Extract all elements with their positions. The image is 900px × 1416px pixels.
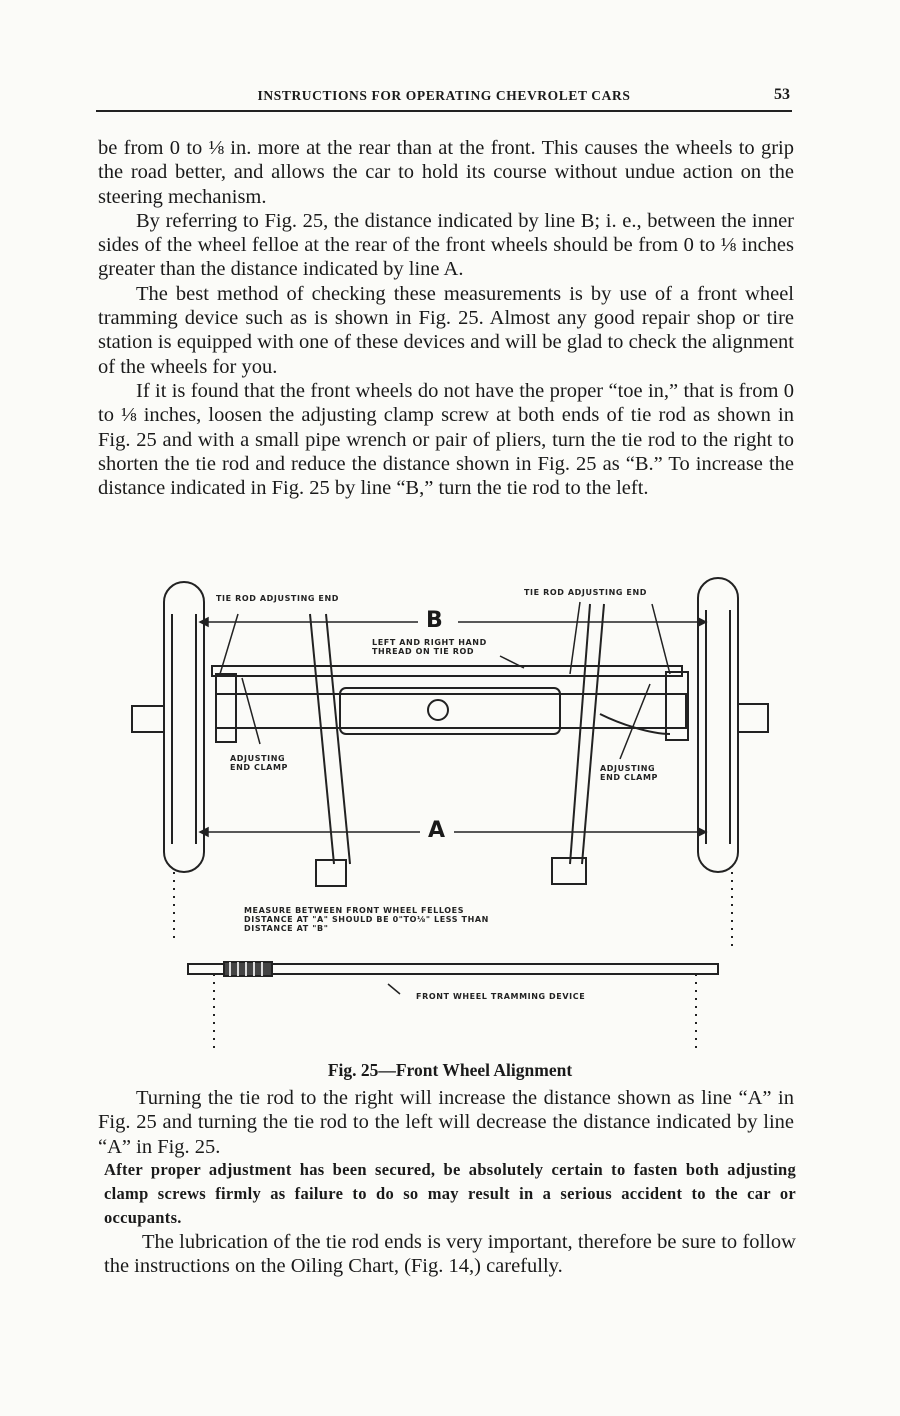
paragraph-5: Turning the tie rod to the right will increase the distance shown as line “A” in Fig. 25 and turning the tie rod to the left will decrease the distance indicated by line “A” in Fig. 25. [98,1087,794,1158]
left-wheel [164,582,204,872]
tie-rod [212,666,682,676]
warning-text: After proper adjustment has been secured, be absolutely certain to fasten both adjusting clamp screws firmly as failure to do so may result in a serious accident to the car or occupants. [104,1160,796,1227]
figure-front-wheel-alignment [120,574,780,1064]
label-measure-note: MEASURE BETWEEN FRONT WHEEL FELLOES DISTANCE AT "A" SHOULD BE 0"TO⅛" LESS THAN DISTANCE AT "B" [244,906,489,933]
paragraph-2: By referring to Fig. 25, the distance indicated by line B; i. e., between the inner sides of the wheel felloe at the rear of the front wheels should be from 0 to ⅛ inches greater than the distance indicated by line A. [98,209,794,281]
warning-note [104,1158,796,1230]
label-line-a: A [428,818,446,843]
body-text-bottom [98,1086,794,1159]
running-header [96,86,792,112]
right-hub [738,704,768,732]
paragraph-3: The best method of checking these measurements is by use of a front wheel tramming device such as is shown in Fig. 25. Almost any good repair shop or tire station is equipped with one of these devices and will be glad to check the alignment of the wheels for you. [98,282,794,378]
label-thread: LEFT AND RIGHT HAND THREAD ON TIE ROD [372,638,487,656]
paragraph-4: If it is found that the front wheels do not have the proper “toe in,” that is from 0 to ⅛ inches, loosen the adjusting clamp screw at both ends of tie rod as shown in Fig. 25 and with a small pipe wrench or pair of pliers, turn the tie rod to the right to shorten the tie rod and reduce the distance shown in Fig. 25 as “B.” To increase the distance indicated in Fig. 25 by line “B,” turn the tie rod to the left. [98,379,794,500]
figure-caption: Fig. 25—Front Wheel Alignment [327,1060,573,1080]
left-hub [132,706,164,732]
running-title: INSTRUCTIONS FOR OPERATING CHEVROLET CARS [257,88,631,103]
body-text-top [98,136,794,500]
label-line-b: B [426,608,443,633]
label-tie-rod-left: TIE ROD ADJUSTING END [216,594,340,603]
axle-beam [216,694,686,728]
page-number: 53 [774,86,790,103]
label-tramming-device: FRONT WHEEL TRAMMING DEVICE [416,992,586,1001]
paragraph-6: The lubrication of the tie rod ends is very important, therefore be sure to follow the instructions on the Oiling Chart, (Fig. 14,) carefully. [104,1231,796,1278]
body-text-final [104,1230,796,1279]
paragraph-1: be from 0 to ⅛ in. more at the rear than at the front. This causes the wheels to grip the road better, and allows the car to hold its course without undue action on the steering mechanism. [98,137,794,208]
label-clamp-right: ADJUSTING END CLAMP [600,764,658,782]
label-tie-rod-right: TIE ROD ADJUSTING END [524,588,648,597]
label-clamp-left: ADJUSTING END CLAMP [230,754,288,772]
